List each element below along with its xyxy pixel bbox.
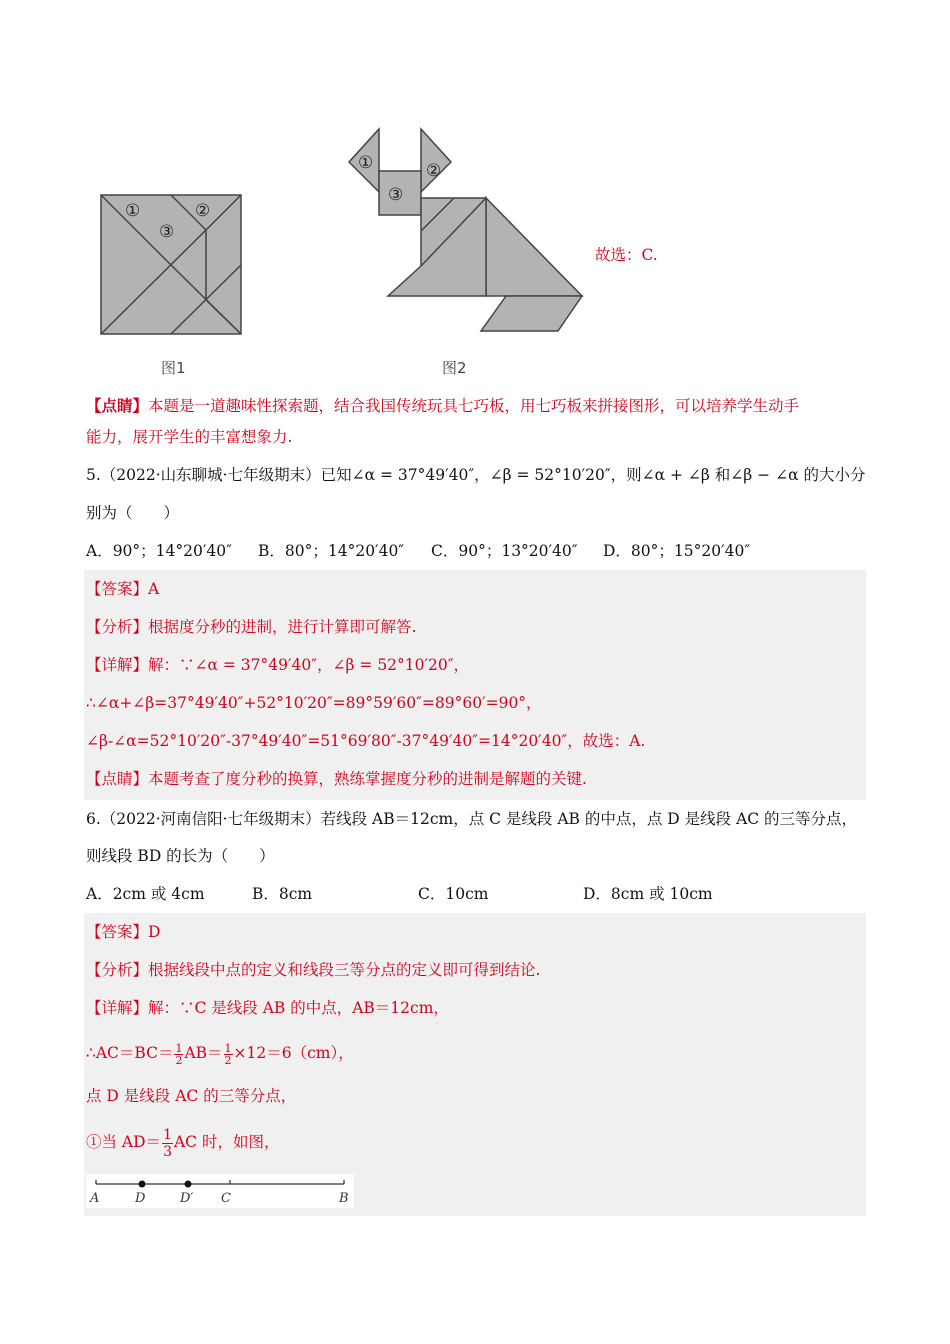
piece-1-label-fig2: ①: [358, 153, 374, 173]
q6-detail-line2: [86, 1036, 354, 1070]
q4-comment-line2: 能力，展开学生的丰富想象力.: [86, 428, 293, 446]
q5-stem-line2: 别为（ ）: [86, 504, 180, 522]
q6-detail-line2-a: ∴AC＝BC＝: [86, 1044, 174, 1062]
q6-fraction-half-1: $\frac{1}{2}$: [175, 1041, 183, 1067]
figure-1-caption: 图1: [161, 359, 186, 377]
q6-fraction-third: $\frac{1}{3}$: [163, 1126, 172, 1160]
q6-detail-line2-b: AB＝: [184, 1044, 223, 1062]
q5-analysis: 【分析】根据度分秒的进制，进行计算即可解答.: [86, 618, 417, 636]
q6-option-c: C．10cm: [418, 885, 489, 903]
q6-option-d: D．8cm 或 10cm: [583, 885, 713, 903]
q6-fraction-half-2: $\frac{1}{2}$: [224, 1041, 232, 1067]
q6-case1-b: AC 时，如图，: [173, 1133, 280, 1151]
q5-stem-line1: 5.（2022·山东聊城·七年级期末）已知∠α = 37°49′40″，∠β = 52°10′20″，则∠α + ∠β 和∠β − ∠α 的大小分: [86, 466, 866, 484]
tangram-figure-1: [98, 192, 244, 337]
piece-2-label: ②: [195, 201, 211, 221]
piece-1-label: ①: [125, 201, 141, 221]
q5-solution-panel: [84, 570, 866, 800]
point-d: [139, 1181, 146, 1188]
q4-comment-tag: 【点睛】: [86, 396, 149, 415]
q6-case1-a: ①当 AD＝: [86, 1133, 162, 1151]
q5-detail-line3: ∠β-∠α=52°10′20″-37°49′40″=51°69′80″-37°49′40″=14°20′40″，故选：A.: [86, 732, 646, 750]
piece-2-label-fig2: ②: [426, 161, 442, 181]
label-d: D: [135, 1191, 146, 1206]
q6-option-b: B．8cm: [252, 885, 313, 903]
point-d-prime: [185, 1181, 192, 1188]
label-b: B: [339, 1191, 349, 1206]
segment-diagram: [86, 1174, 354, 1208]
q5-option-b: B．80°；14°20′40″: [258, 542, 405, 560]
q5-option-d: D．80°；15°20′40″: [603, 542, 751, 560]
q4-comment-line1: [86, 395, 799, 417]
q4-answer-choice: 故选：C.: [595, 246, 658, 264]
label-c: C: [221, 1191, 231, 1206]
q5-comment: 【点睛】本题考查了度分秒的换算，熟练掌握度分秒的进制是解题的关键.: [86, 770, 587, 788]
tangram-figure-2: [346, 126, 586, 334]
q5-answer: 【答案】A: [86, 580, 160, 598]
q5-option-c: C．90°；13°20′40″: [431, 542, 578, 560]
q4-comment-text1: 本题是一道趣味性探索题，结合我国传统玩具七巧板，用七巧板来拼接图形，可以培养学生动手: [148, 397, 800, 415]
label-d-prime: D′: [180, 1191, 194, 1206]
q6-options: [86, 883, 846, 905]
q6-analysis: 【分析】根据线段中点的定义和线段三等分点的定义即可得到结论.: [86, 961, 541, 979]
q6-detail-line1: 【详解】解：∵C 是线段 AB 的中点，AB＝12cm，: [86, 999, 449, 1017]
q5-detail-line1: 【详解】解：∵∠α = 37°49′40″，∠β = 52°10′20″，: [86, 656, 470, 674]
q6-stem-line2: 则线段 BD 的长为（ ）: [86, 847, 275, 865]
q5-options: [86, 540, 846, 562]
q5-option-a: A．90°；14°20′40″: [86, 542, 232, 560]
piece-3-label-fig2: ③: [388, 185, 404, 205]
q6-case1: [86, 1122, 279, 1162]
q6-detail-line2-c: ×12＝6（cm），: [233, 1044, 354, 1062]
q6-stem-line1: 6.（2022·河南信阳·七年级期末）若线段 AB＝12cm，点 C 是线段 AB 的中点，点 D 是线段 AC 的三等分点，: [86, 810, 858, 828]
q5-detail-line2: ∴∠α+∠β=37°49′40″+52°10′20″=89°59′60″=89°60′=90°，: [86, 694, 542, 712]
figure-2-caption: 图2: [442, 359, 467, 377]
label-a: A: [90, 1191, 100, 1206]
q6-detail-line3: 点 D 是线段 AC 的三等分点，: [86, 1087, 297, 1105]
q6-answer: 【答案】D: [86, 923, 161, 941]
piece-3-label: ③: [159, 222, 175, 242]
q6-option-a: A．2cm 或 4cm: [86, 885, 205, 903]
